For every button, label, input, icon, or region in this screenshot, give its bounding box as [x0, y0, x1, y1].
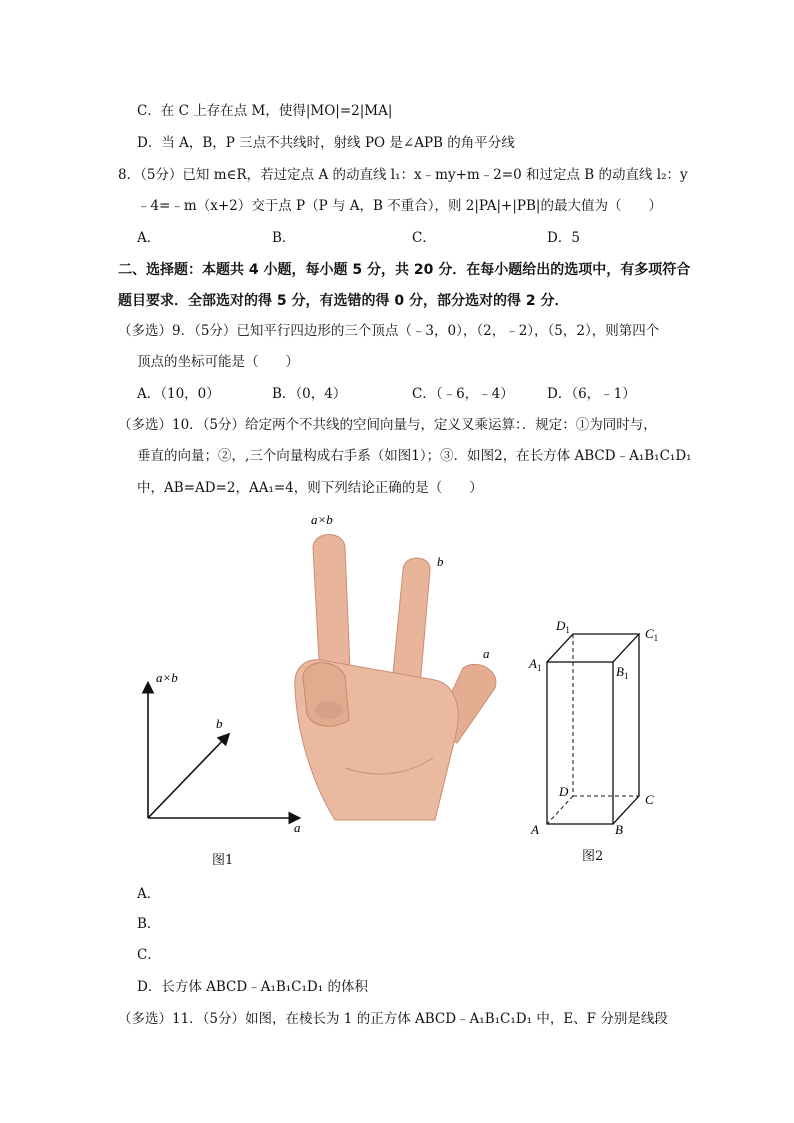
- q10-option-b: B．: [137, 916, 161, 932]
- cuboid-top-face: [547, 634, 639, 662]
- q8-stem-line2: ﹣4=﹣m（x+2）交于点 P（P 与 A，B 不重合），则 2|PA|+|PB|的最大值为（ ）: [137, 198, 662, 214]
- figure2-caption: 图2: [582, 849, 604, 864]
- q8-option-a: A．: [137, 230, 161, 246]
- q10-option-a: A．: [137, 886, 161, 902]
- q10-option-d: D．长方体 ABCD﹣A₁B₁C₁D₁ 的体积: [137, 979, 368, 995]
- section-2-header-line1: 二、选择题：本题共 4 小题，每小题 5 分，共 20 分．在每小题给出的选项中，有多项符合: [118, 262, 691, 278]
- q10-option-c: C．: [137, 947, 161, 963]
- hand-label-axb: a×b: [311, 512, 333, 527]
- q9-stem-line2: 顶点的坐标可能是（ ）: [137, 354, 299, 370]
- fig1-label-a: a: [294, 820, 301, 835]
- q7-option-c: C．在 C 上存在点 M，使得|MO|=2|MA|: [137, 103, 393, 119]
- fig2-label-b: B: [615, 822, 623, 837]
- q10-stem-line2: 垂直的向量；②，,三个向量构成右手系（如图1）；③．如图2，在长方体 ABCD﹣A₁B₁C₁D₁: [137, 448, 692, 464]
- q10-stem-line3: 中，AB=AD=2，AA₁=4，则下列结论正确的是（ ）: [137, 480, 483, 496]
- fig1-label-b: b: [216, 716, 223, 731]
- cuboid-front-face: [547, 662, 613, 824]
- fig2-label-a: A: [531, 822, 539, 837]
- axis-b-arrow: [148, 735, 228, 818]
- q9-option-b: B．（0，4）: [272, 386, 347, 402]
- q7-option-d: D．当 A，B，P 三点不共线时，射线 PO 是∠APB 的角平分线: [137, 135, 515, 151]
- q8-option-b: B．: [272, 230, 296, 246]
- cuboid-hidden-edge-da: [547, 796, 573, 824]
- q10-stem-line1: （多选）10．（5分）给定两个不共线的空间向量与，定义叉乘运算：．规定：①为同时与，: [118, 417, 657, 433]
- figure1-caption: 图1: [212, 853, 234, 868]
- fingernail-shape: [315, 701, 343, 719]
- hand-label-a: a: [483, 646, 490, 661]
- q9-option-d: D．（6，﹣1）: [547, 386, 636, 402]
- fig1-label-axb: a×b: [156, 670, 178, 685]
- fig2-label-c: C: [645, 792, 654, 807]
- q9-option-c: C．（﹣6，﹣4）: [412, 386, 514, 402]
- q8-option-d: D．5: [547, 230, 580, 246]
- fig2-label-a1: $A_1$: [529, 656, 542, 673]
- hand-label-b: b: [437, 554, 444, 569]
- right-hand-illustration: [285, 508, 510, 828]
- q11-stem-line1: （多选）11．（5分）如图，在棱长为 1 的正方体 ABCD﹣A₁B₁C₁D₁ 中，E、F 分别是线段: [118, 1011, 668, 1027]
- q9-option-a: A．（10，0）: [137, 386, 220, 402]
- fig2-label-b1: $B_1$: [616, 664, 629, 681]
- fig2-label-d1: $D_1$: [556, 618, 570, 635]
- figure2-cuboid: [525, 612, 675, 842]
- section-2-header-line2: 题目要求．全部选对的得 5 分，有选错的得 0 分，部分选对的得 2 分．: [118, 293, 569, 309]
- fig2-label-c1: $C_1$: [645, 626, 659, 643]
- q8-stem-line1: 8．（5分）已知 m∈R，若过定点 A 的动直线 l₁：x﹣my+m﹣2=0 和过定点 B 的动直线 l₂：y: [118, 167, 688, 183]
- q8-option-c: C．: [412, 230, 436, 246]
- fig2-label-d: D: [559, 784, 569, 799]
- q9-stem-line1: （多选）9．（5分）已知平行四边形的三个顶点（﹣3，0），（2，﹣2），（5，2），则第四个: [118, 323, 660, 339]
